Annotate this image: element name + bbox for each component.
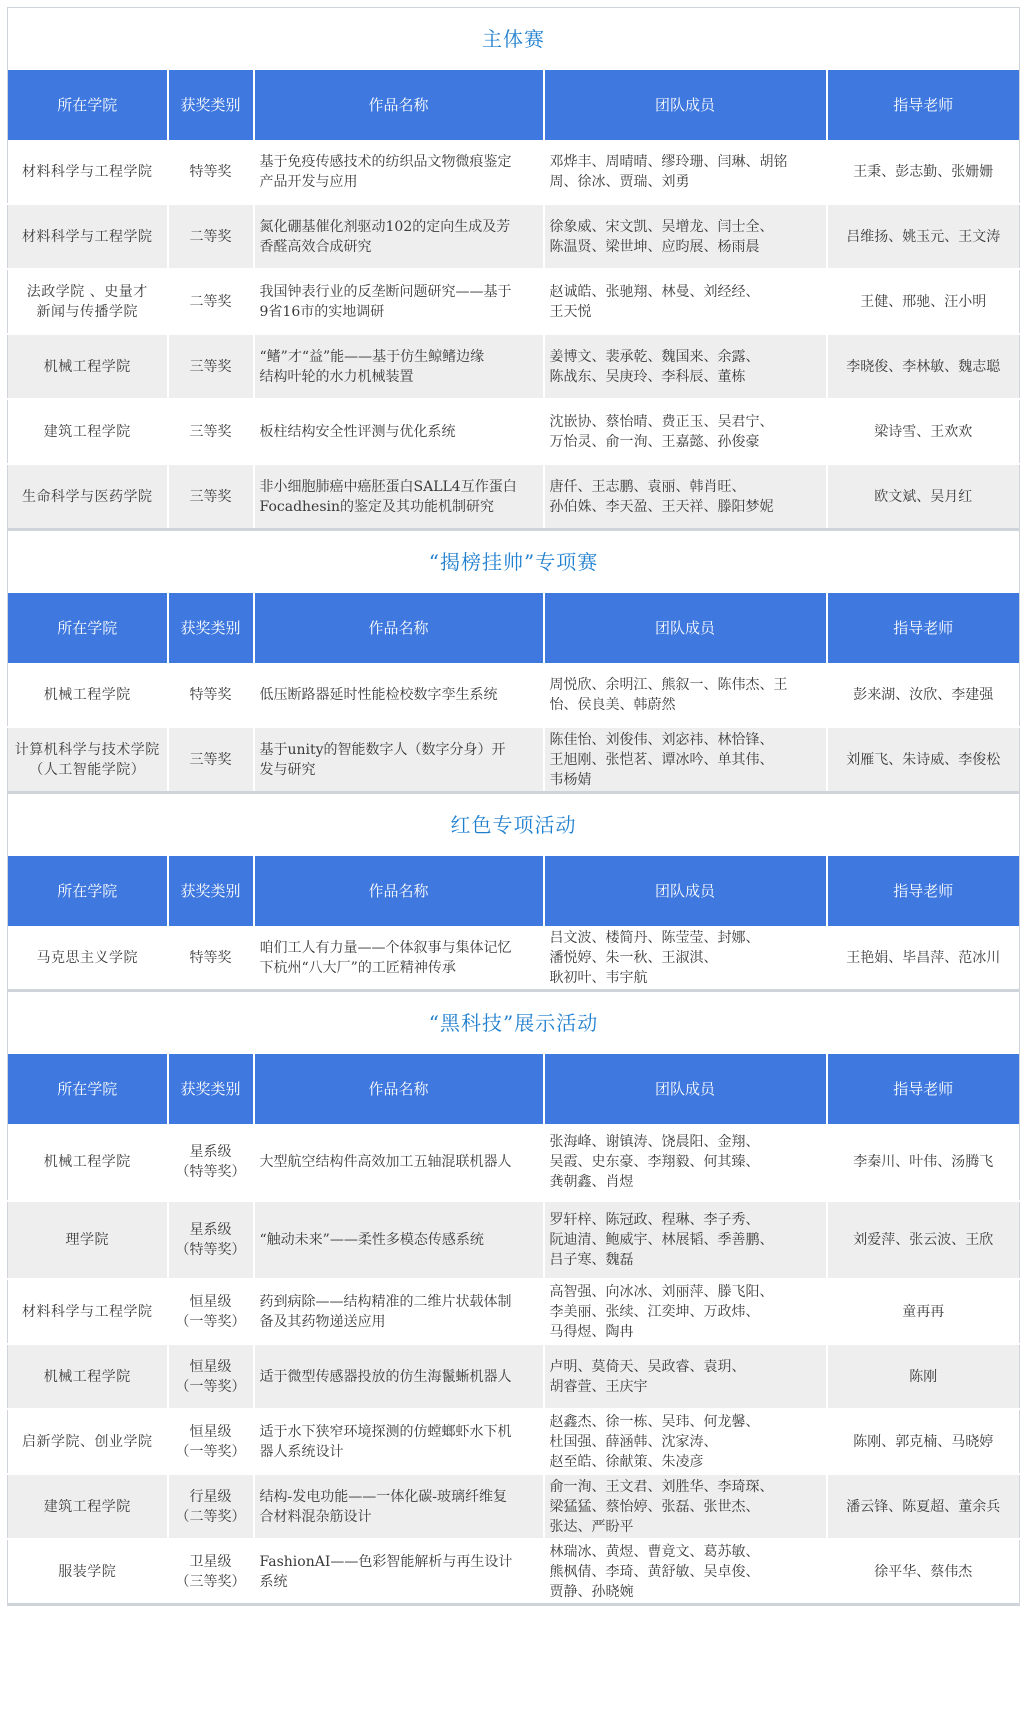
section-title: 红色专项活动 — [8, 793, 1020, 857]
team-members-text: 林瑞冰、黄煜、曹竟文、葛苏敏、 熊枫倩、李琦、黄舒敏、吴卓俊、 贾静、孙晓婉 — [549, 1543, 760, 1600]
table-row — [8, 1539, 1020, 1605]
work-title-text: 基于unity的智能数字人（数字分身）开 发与研究 — [259, 741, 506, 778]
college-cell — [8, 204, 168, 269]
team-members-cell — [544, 1344, 827, 1409]
table-row — [8, 334, 1020, 399]
column-header: 获奖类别 — [168, 70, 254, 140]
column-header: 获奖类别 — [168, 856, 254, 926]
college-text: 理学院 — [65, 1232, 109, 1248]
advisors-text: 李晓俊、李林敏、魏志聪 — [846, 358, 1001, 375]
award-text: 恒星级 （一等奖） — [175, 1423, 246, 1460]
work-title-text: 适于水下狭窄环境探测的仿螳螂虾水下机 器人系统设计 — [259, 1423, 512, 1460]
section-title: “黑科技”展示活动 — [8, 991, 1020, 1055]
advisors-text: 刘雁飞、朱诗威、李俊松 — [846, 751, 1001, 768]
section-title: 主体赛 — [8, 8, 1020, 71]
college-cell — [8, 140, 168, 204]
team-members-cell — [544, 926, 827, 991]
advisors-cell — [827, 399, 1020, 464]
team-members-cell — [544, 204, 827, 269]
work-title-text: 结构-发电功能——一体化碳-玻璃纤维复 合材料混杂筋设计 — [259, 1488, 507, 1525]
column-header: 作品名称 — [254, 856, 544, 926]
college-cell — [8, 334, 168, 399]
award-cell — [168, 926, 254, 991]
college-text: 材料科学与工程学院 — [22, 1303, 153, 1320]
work-title-text: 非小细胞肺癌中癌胚蛋白SALL4互作蛋白 Focadhesin的鉴定及其功能机制研究 — [259, 478, 517, 515]
advisors-text: 潘云锋、陈夏超、董余兵 — [846, 1498, 1001, 1515]
award-cell — [168, 727, 254, 793]
college-text: 启新学院、创业学院 — [22, 1433, 153, 1450]
award-text: 卫星级 （三等奖） — [175, 1553, 246, 1590]
team-members-cell — [544, 1539, 827, 1605]
advisors-cell — [827, 269, 1020, 334]
award-cell — [168, 334, 254, 399]
team-members-text: 周悦欣、余明江、熊叙一、陈伟杰、王 怡、侯良美、韩蔚然 — [549, 676, 788, 713]
advisors-cell — [827, 663, 1020, 727]
award-cell — [168, 269, 254, 334]
team-members-text: 徐象威、宋文凯、吴增龙、闫士全、 陈温贤、梁世坤、应昀展、杨雨晨 — [549, 218, 774, 255]
college-text: 材料科学与工程学院 — [22, 228, 153, 245]
award-cell — [168, 399, 254, 464]
college-text: 服装学院 — [58, 1563, 117, 1580]
work-title-cell — [254, 727, 544, 793]
college-cell — [8, 1124, 168, 1201]
work-title-text: 氮化硼基催化剂驱动102的定向生成及芳 香醛高效合成研究 — [259, 218, 511, 255]
award-cell — [168, 663, 254, 727]
college-cell — [8, 399, 168, 464]
team-members-text: 赵鑫杰、徐一栋、吴玮、何龙馨、 杜国强、薛涵韩、沈家涛、 赵至皓、徐献策、朱凌彦 — [549, 1413, 760, 1470]
table-row — [8, 269, 1020, 334]
college-cell — [8, 1279, 168, 1344]
advisors-cell — [827, 727, 1020, 793]
work-title-text: 大型航空结构件高效加工五轴混联机器人 — [259, 1154, 512, 1170]
college-cell — [8, 1474, 168, 1539]
advisors-cell — [827, 926, 1020, 991]
advisors-text: 刘爱萍、张云波、王欣 — [853, 1232, 994, 1248]
work-title-cell — [254, 269, 544, 334]
section-title-row — [8, 793, 1020, 857]
award-cell — [168, 1539, 254, 1605]
awards-sheet — [7, 7, 1019, 1606]
advisors-text: 徐平华、蔡伟杰 — [874, 1563, 973, 1580]
team-members-cell — [544, 1474, 827, 1539]
award-text: 二等奖 — [189, 293, 232, 310]
work-title-text: 板柱结构安全性评测与优化系统 — [259, 423, 456, 440]
column-header: 所在学院 — [8, 856, 168, 926]
advisors-text: 李秦川、叶伟、汤腾飞 — [853, 1154, 994, 1170]
award-cell — [168, 140, 254, 204]
work-title-cell — [254, 1344, 544, 1409]
table-row — [8, 399, 1020, 464]
table-header-row — [8, 70, 1020, 140]
section-title-row — [8, 530, 1020, 594]
college-cell — [8, 464, 168, 530]
college-text: 建筑工程学院 — [43, 1498, 131, 1515]
advisors-text: 陈刚 — [909, 1368, 938, 1385]
award-cell — [168, 1279, 254, 1344]
table-row — [8, 1344, 1020, 1409]
table-row — [8, 204, 1020, 269]
award-text: 三等奖 — [189, 423, 232, 440]
work-title-cell — [254, 204, 544, 269]
award-text: 行星级 （二等奖） — [175, 1488, 246, 1525]
college-text: 机械工程学院 — [43, 1368, 131, 1385]
table-row — [8, 926, 1020, 991]
work-title-cell — [254, 464, 544, 530]
table-row — [8, 140, 1020, 204]
advisors-text: 梁诗雪、王欢欢 — [874, 423, 973, 440]
award-cell — [168, 204, 254, 269]
award-text: 特等奖 — [189, 686, 232, 703]
college-text: 生命科学与医药学院 — [22, 488, 153, 505]
table-header-row — [8, 856, 1020, 926]
advisors-cell — [827, 204, 1020, 269]
award-cell — [168, 1474, 254, 1539]
column-header: 作品名称 — [254, 1054, 544, 1124]
award-cell — [168, 1344, 254, 1409]
team-members-text: 卢明、莫倚天、吴政睿、袁玥、 胡睿萱、王庆宇 — [549, 1358, 746, 1395]
college-text: 马克思主义学院 — [36, 949, 138, 966]
column-header: 团队成员 — [544, 1054, 827, 1124]
college-text: 材料科学与工程学院 — [22, 163, 153, 180]
column-header: 获奖类别 — [168, 593, 254, 663]
college-cell — [8, 1344, 168, 1409]
team-members-text: 吕文波、楼简丹、陈莹莹、封娜、 潘悦婷、朱一秋、王淑淇、 耿初叶、韦宇航 — [549, 929, 760, 986]
section-title-row — [8, 8, 1020, 71]
work-title-text: 咱们工人有力量——个体叙事与集体记忆 下杭州“八大厂”的工匠精神传承 — [259, 939, 512, 976]
advisors-text: 王秉、彭志勤、张姗姗 — [853, 163, 994, 180]
award-text: 星系级 （特等奖） — [175, 1222, 246, 1258]
team-members-text: 张海峰、谢镇涛、饶晨阳、金翔、 吴霞、史东豪、李翔毅、何其臻、 龚朝鑫、肖煜 — [549, 1134, 760, 1190]
advisors-text: 欧文斌、吴月红 — [874, 488, 973, 505]
column-header: 所在学院 — [8, 70, 168, 140]
college-text: 机械工程学院 — [43, 358, 131, 375]
advisors-text: 彭来湖、汝欣、李建强 — [853, 686, 994, 703]
work-title-cell — [254, 1124, 544, 1201]
team-members-text: 赵诚皓、张驰翔、林曼、刘经经、 王天悦 — [549, 283, 760, 320]
team-members-text: 沈嵌协、蔡怡晴、费正玉、吴君宁、 万怡灵、俞一洵、王嘉懿、孙俊豪 — [549, 413, 774, 450]
award-text: 三等奖 — [189, 751, 232, 768]
work-title-cell — [254, 1539, 544, 1605]
column-header: 团队成员 — [544, 593, 827, 663]
work-title-cell — [254, 663, 544, 727]
column-header: 所在学院 — [8, 1054, 168, 1124]
college-text: 建筑工程学院 — [43, 423, 131, 440]
advisors-cell — [827, 1474, 1020, 1539]
team-members-cell — [544, 1409, 827, 1474]
advisors-text: 吕维扬、姚玉元、王文涛 — [846, 228, 1001, 245]
award-cell — [168, 464, 254, 530]
award-cell — [168, 1409, 254, 1474]
team-members-text: 唐仟、王志鹏、袁丽、韩肖旺、 孙伯姝、李天盈、王天祥、滕阳梦妮 — [549, 478, 774, 515]
award-text: 特等奖 — [189, 949, 232, 966]
college-cell — [8, 926, 168, 991]
advisors-cell — [827, 1539, 1020, 1605]
column-header: 所在学院 — [8, 593, 168, 663]
award-text: 恒星级 （一等奖） — [175, 1293, 246, 1330]
awards-table — [7, 7, 1020, 1606]
team-members-text: 俞一洵、王文君、刘胜华、李琦琛、 梁猛猛、蔡怡婷、张磊、张世杰、 张达、严盼平 — [549, 1478, 774, 1535]
college-cell — [8, 1409, 168, 1474]
team-members-text: 罗轩梓、陈冠政、程琳、李子秀、 阮迪清、鲍威宇、林展韬、季善鹏、 吕子寒、魏磊 — [549, 1212, 774, 1268]
advisors-text: 王艳娟、毕昌萍、范冰川 — [846, 949, 1001, 966]
award-text: 恒星级 （一等奖） — [175, 1358, 246, 1395]
college-cell — [8, 727, 168, 793]
advisors-cell — [827, 1344, 1020, 1409]
award-cell — [168, 1124, 254, 1201]
column-header: 获奖类别 — [168, 1054, 254, 1124]
work-title-cell — [254, 1201, 544, 1279]
team-members-cell — [544, 663, 827, 727]
team-members-cell — [544, 140, 827, 204]
work-title-cell — [254, 926, 544, 991]
work-title-cell — [254, 334, 544, 399]
column-header: 作品名称 — [254, 70, 544, 140]
advisors-cell — [827, 1124, 1020, 1201]
college-text: 机械工程学院 — [43, 686, 131, 703]
award-cell — [168, 1201, 254, 1279]
team-members-cell — [544, 269, 827, 334]
work-title-text: 低压断路器延时性能检校数字孪生系统 — [259, 686, 498, 703]
team-members-text: 姜博文、裴承乾、魏国来、余露、 陈战东、吴庚玲、李科辰、董栋 — [549, 348, 760, 385]
team-members-cell — [544, 1201, 827, 1279]
college-cell — [8, 1201, 168, 1279]
work-title-text: 我国钟表行业的反垄断问题研究——基于 9省16市的实地调研 — [259, 283, 512, 320]
award-text: 二等奖 — [189, 228, 232, 245]
column-header: 指导老师 — [827, 856, 1020, 926]
advisors-cell — [827, 334, 1020, 399]
work-title-text: 适于微型传感器投放的仿生海鬣蜥机器人 — [259, 1368, 512, 1385]
award-text: 三等奖 — [189, 358, 232, 375]
team-members-text: 高智强、向冰冰、刘丽萍、滕飞阳、 李美丽、张续、江奕坤、万政炜、 马得煜、陶冉 — [549, 1283, 774, 1340]
team-members-cell — [544, 334, 827, 399]
team-members-cell — [544, 1279, 827, 1344]
team-members-cell — [544, 727, 827, 793]
column-header: 指导老师 — [827, 1054, 1020, 1124]
section-title: “揭榜挂帅”专项赛 — [8, 530, 1020, 594]
award-text: 星系级 （特等奖） — [175, 1144, 246, 1180]
college-text: 计算机科学与技术学院 （人工智能学院） — [14, 741, 160, 778]
college-cell — [8, 1539, 168, 1605]
column-header: 作品名称 — [254, 593, 544, 663]
table-row — [8, 1474, 1020, 1539]
table-row — [8, 727, 1020, 793]
work-title-text: FashionAI——色彩智能解析与再生设计 系统 — [259, 1553, 513, 1590]
advisors-cell — [827, 1279, 1020, 1344]
advisors-cell — [827, 1201, 1020, 1279]
work-title-cell — [254, 1474, 544, 1539]
advisors-text: 童再再 — [902, 1303, 945, 1320]
work-title-text: “鳍”才“益”能——基于仿生鲸鳍边缘 结构叶轮的水力机械装置 — [259, 348, 485, 385]
column-header: 指导老师 — [827, 70, 1020, 140]
college-text: 法政学院 、史量才 新闻与传播学院 — [26, 283, 148, 320]
team-members-text: 陈佳怡、刘俊伟、刘宓祎、林恰锋、 王旭刚、张恺茗、谭冰吟、单其伟、 韦杨婧 — [549, 731, 774, 788]
table-header-row — [8, 593, 1020, 663]
table-header-row — [8, 1054, 1020, 1124]
table-row — [8, 1124, 1020, 1201]
work-title-cell — [254, 1279, 544, 1344]
table-row — [8, 1279, 1020, 1344]
work-title-text: 药到病除——结构精准的二维片状载体制 备及其药物递送应用 — [259, 1293, 512, 1330]
college-text: 机械工程学院 — [43, 1154, 131, 1170]
team-members-cell — [544, 464, 827, 530]
section-title-row — [8, 991, 1020, 1055]
table-row — [8, 1409, 1020, 1474]
work-title-cell — [254, 1409, 544, 1474]
advisors-cell — [827, 464, 1020, 530]
advisors-text: 王健、邢驰、汪小明 — [860, 293, 987, 310]
team-members-cell — [544, 1124, 827, 1201]
team-members-cell — [544, 399, 827, 464]
award-text: 特等奖 — [189, 163, 232, 180]
table-row — [8, 464, 1020, 530]
team-members-text: 邓烨丰、周晴晴、缪玲珊、闫琳、胡铭 周、徐冰、贾瑞、刘勇 — [549, 153, 788, 190]
table-row — [8, 663, 1020, 727]
advisors-cell — [827, 1409, 1020, 1474]
column-header: 指导老师 — [827, 593, 1020, 663]
column-header: 团队成员 — [544, 856, 827, 926]
college-cell — [8, 269, 168, 334]
advisors-cell — [827, 140, 1020, 204]
work-title-cell — [254, 140, 544, 204]
table-row — [8, 1201, 1020, 1279]
college-cell — [8, 663, 168, 727]
advisors-text: 陈刚、郭克楠、马晓婷 — [853, 1433, 994, 1450]
award-text: 三等奖 — [189, 488, 232, 505]
column-header: 团队成员 — [544, 70, 827, 140]
work-title-cell — [254, 399, 544, 464]
work-title-text: “触动未来”——柔性多模态传感系统 — [259, 1232, 484, 1248]
work-title-text: 基于免疫传感技术的纺织品文物微痕鉴定 产品开发与应用 — [259, 153, 512, 190]
